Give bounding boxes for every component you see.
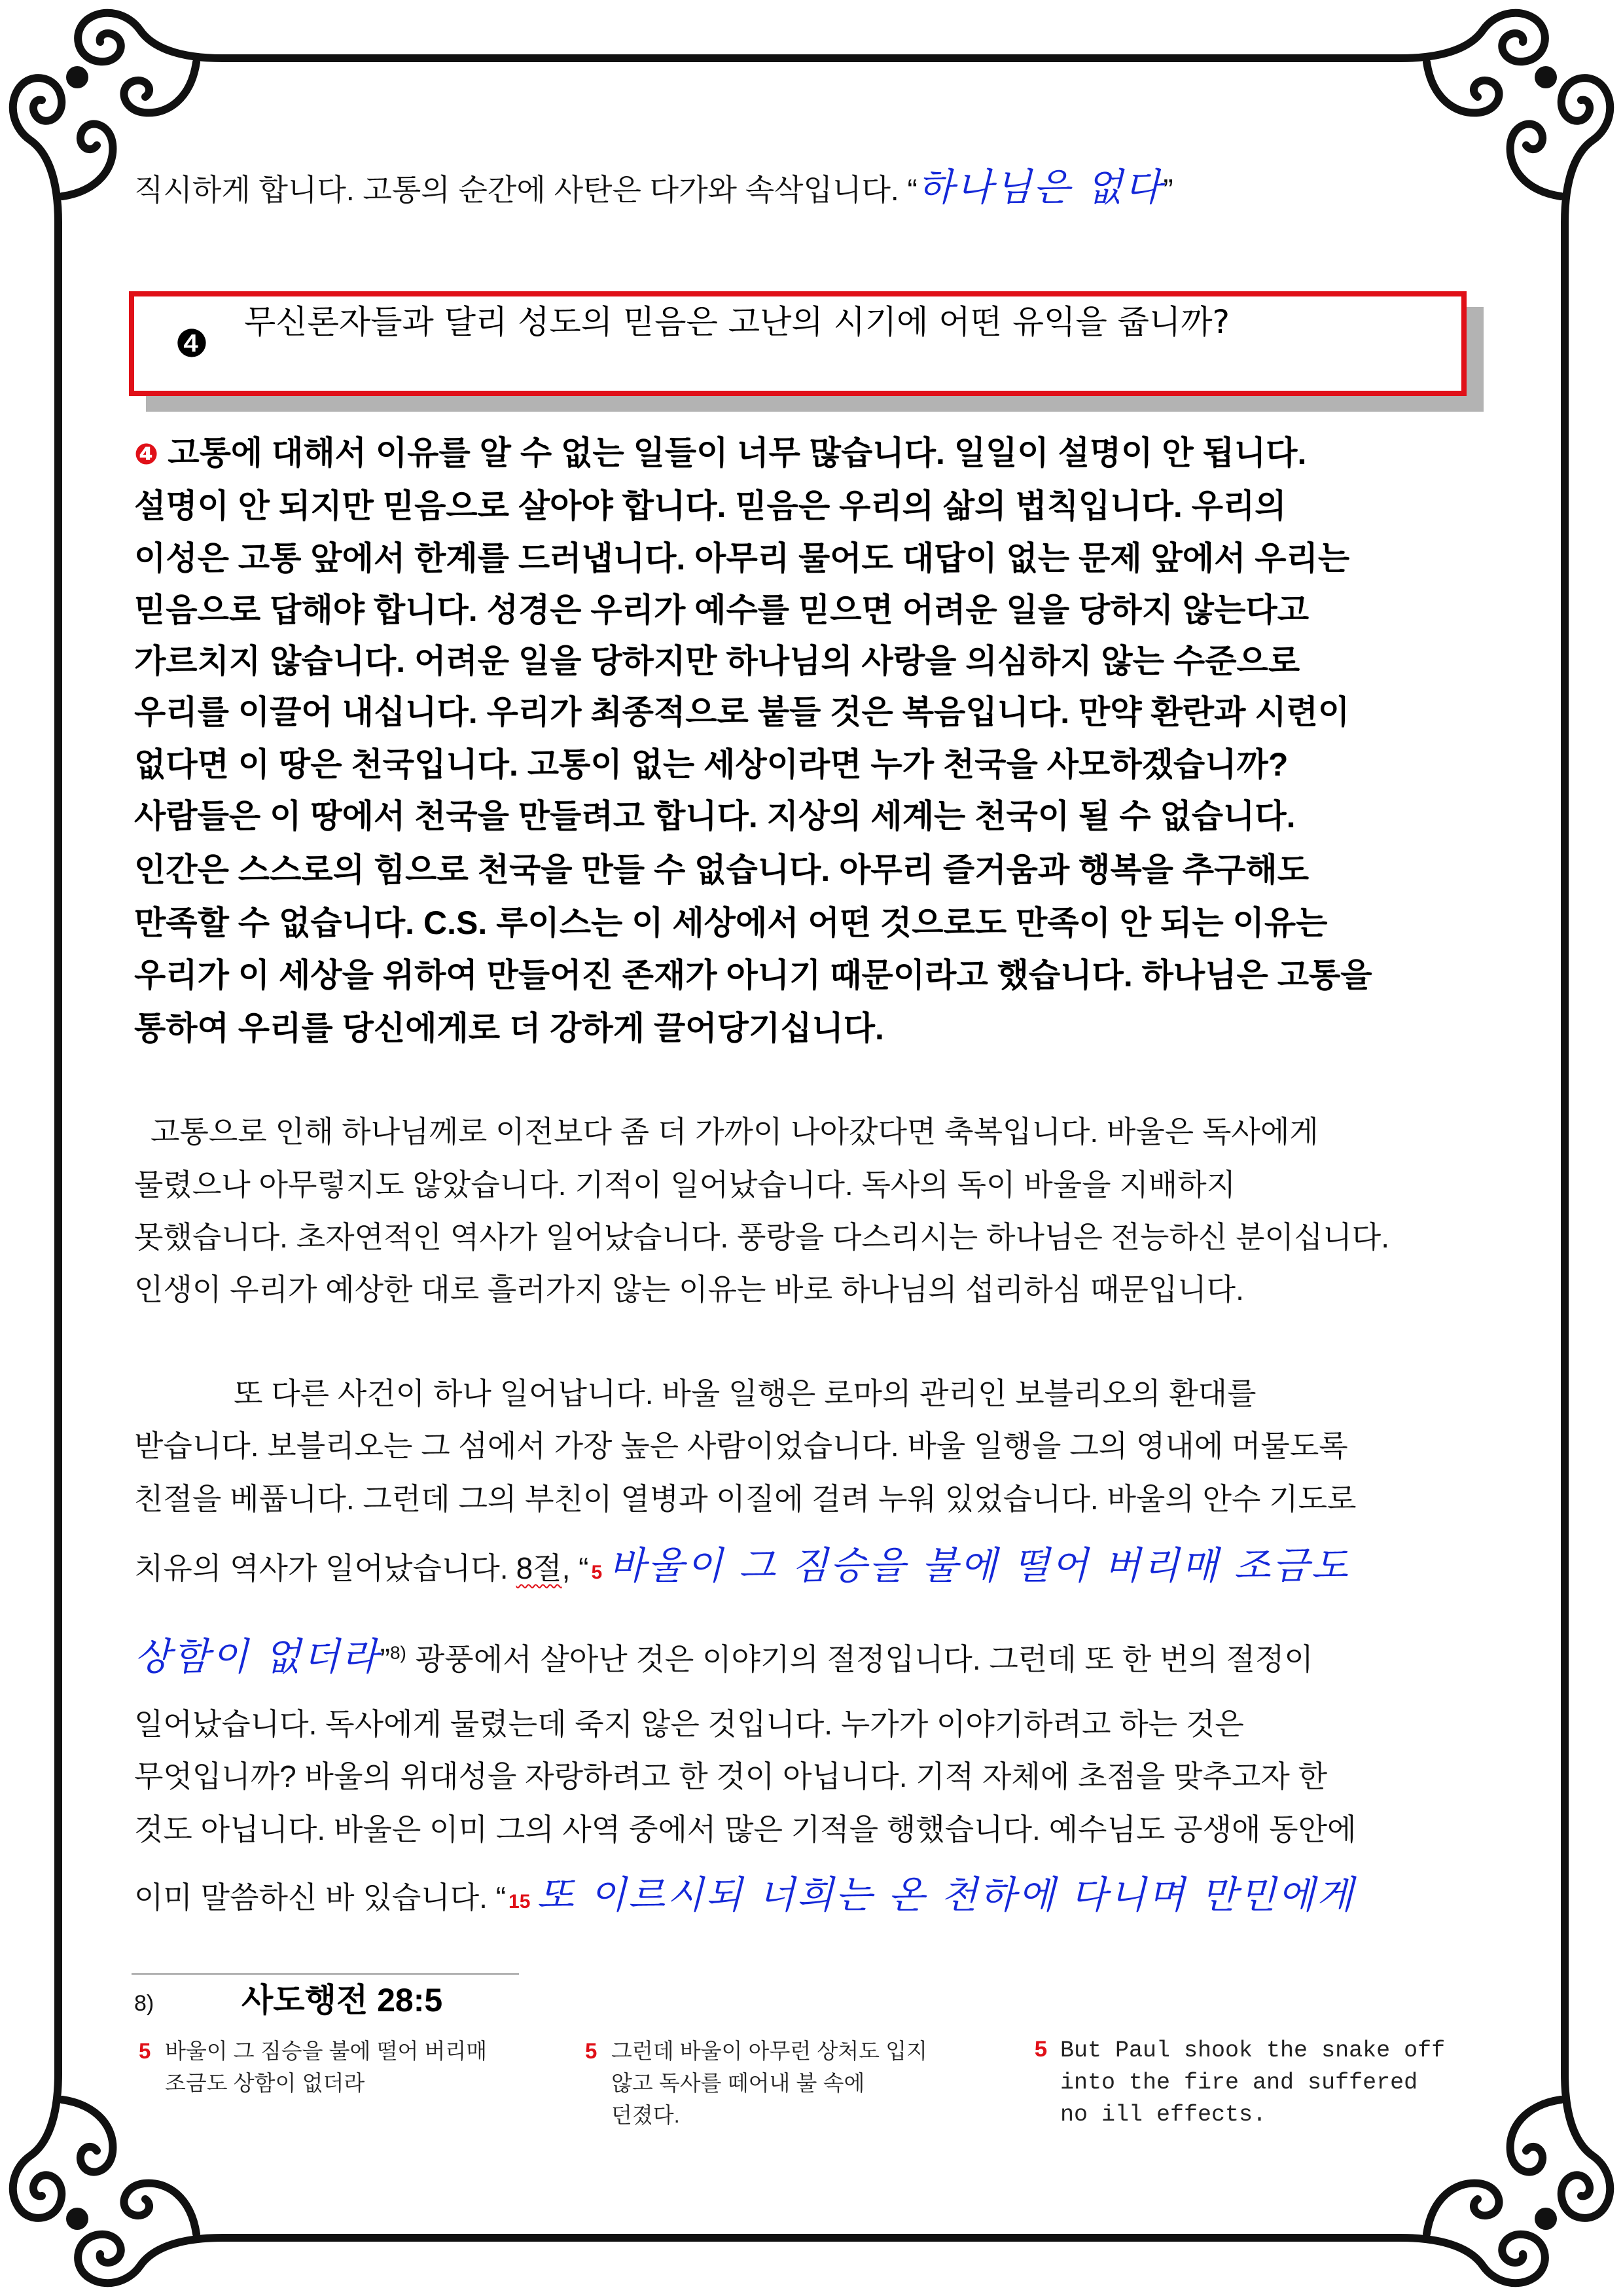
answer-line: 인간은 스스로의 힘으로 천국을 만들 수 없습니다. 아무리 즐거움과 행복을 추구해도 xyxy=(134,852,1310,888)
open-quote: , “ xyxy=(562,1551,589,1585)
footnote-title: 사도행전 28:5 xyxy=(241,1982,443,2018)
question-box xyxy=(129,291,1467,396)
answer-line-text: 고통에 대해서 이유를 알 수 없는 일들이 너무 많습니다. 일일이 설명이 안 됩니다. xyxy=(168,435,1307,471)
footnote-row: 않고 독사를 떼어내 불 속에 xyxy=(611,2071,865,2095)
body-text: 직시하게 합니다. 고통의 순간에 사탄은 다가와 속삭입니다. “ xyxy=(134,173,918,207)
body-text: 광풍에서 살아난 것은 이야기의 절정입니다. 그런데 또 한 번의 절정이 xyxy=(415,1642,1313,1676)
footnote-text: 바울이 그 짐승을 불에 떨어 버리매 xyxy=(165,2039,488,2063)
answer-line: 만족할 수 없습니다. C.S. 루이스는 이 세상에서 어떤 것으로도 만족이 안 되는 이유는 xyxy=(134,905,1328,941)
footnote-row: into the fire and suffered xyxy=(1060,2070,1418,2096)
footnote-column-english xyxy=(1034,2035,1445,2131)
body-text: 이미 말씀하신 바 있습니다. “ xyxy=(134,1880,507,1914)
corner-ornament-bottom-left xyxy=(13,2073,223,2283)
footnote-row xyxy=(139,2035,487,2067)
body-line: 친절을 베풉니다. 그런데 그의 부친이 열병과 이질에 걸려 누워 있었습니다. 바울의 안수 기도로 xyxy=(134,1482,1357,1516)
body-line-continuation xyxy=(134,154,1173,220)
verse-number: 5 xyxy=(585,2039,597,2063)
question-text: 무신론자들과 달리 성도의 믿음은 고난의 시기에 어떤 유익을 줍니까? xyxy=(244,303,1230,341)
footnote-column-korean-2 xyxy=(585,2035,927,2131)
footnote-reference: 8) xyxy=(389,1642,406,1663)
footnote-row xyxy=(585,2035,927,2067)
body-line-with-verse xyxy=(134,1862,1355,1928)
handwritten-verse: 바울이 그 짐승을 불에 떨어 버리매 조금도 xyxy=(609,1543,1350,1588)
body-line: 고통으로 인해 하나님께로 이전보다 좀 더 가까이 나아갔다면 축복입니다. 바울은 독사에게 xyxy=(151,1115,1319,1149)
answer-number-icon: ❹ xyxy=(134,438,159,471)
footnote-column-korean-1 xyxy=(139,2035,487,2099)
footnote-text: But Paul shook the snake off xyxy=(1060,2037,1446,2064)
answer-line: 가르치지 않습니다. 어려운 일을 당하지만 하나님의 사랑을 의심하지 않는 수준으로 xyxy=(134,643,1300,679)
footnote-separator xyxy=(132,1973,519,1975)
verse-number: 5 xyxy=(139,2039,151,2063)
close-quote: ” xyxy=(380,1642,390,1676)
body-line: 인생이 우리가 예상한 대로 흘러가지 않는 이유는 바로 하나님의 섭리하심 때문입니다. xyxy=(134,1272,1244,1306)
verse-number: 5 xyxy=(1034,2037,1048,2064)
body-line: 물렸으나 아무렇지도 않았습니다. 기적이 일어났습니다. 독사의 독이 바울을 지배하지 xyxy=(134,1168,1236,1202)
body-line: 못했습니다. 초자연적인 역사가 일어났습니다. 풍랑을 다스리시는 하나님은 전능하신 분이십니다. xyxy=(134,1220,1390,1254)
answer-line: 믿음으로 답해야 합니다. 성경은 우리가 예수를 믿으면 어려운 일을 당하지 않는다고 xyxy=(134,592,1310,628)
close-quote: ” xyxy=(1163,173,1173,207)
footnote-number: 8) xyxy=(134,1991,154,2016)
answer-line: 우리를 이끌어 내십니다. 우리가 최종적으로 붙들 것은 복음입니다. 만약 환란과 시련이 xyxy=(134,694,1350,730)
corner-ornament-top-right xyxy=(1400,13,1610,223)
question-number-icon: ❹ xyxy=(175,321,209,366)
body-line-with-verse xyxy=(134,1533,1349,1598)
footnote-row: no ill effects. xyxy=(1060,2102,1267,2128)
answer-line: 설명이 안 되지만 믿음으로 살아야 합니다. 믿음은 우리의 삶의 법칙입니다. 우리의 xyxy=(134,488,1287,524)
answer-line: 없다면 이 땅은 천국입니다. 고통이 없는 세상이라면 누가 천국을 사모하겠습니까? xyxy=(134,746,1289,783)
answer-line: 우리가 이 세상을 위하여 만들어진 존재가 아니기 때문이라고 했습니다. 하나님은 고통을 xyxy=(134,957,1372,994)
answer-line xyxy=(134,427,1306,479)
body-line: 받습니다. 보블리오는 그 섬에서 가장 높은 사람이었습니다. 바울 일행을 그의 영내에 머물도록 xyxy=(134,1429,1348,1463)
footnote-row: 던졌다. xyxy=(611,2103,680,2127)
verse-number: 5 xyxy=(591,1562,603,1583)
footnote-row: 조금도 상함이 없더라 xyxy=(165,2071,365,2095)
body-line: 일어났습니다. 독사에게 물렸는데 죽지 않은 것입니다. 누가가 이야기하려고 하는 것은 xyxy=(134,1707,1244,1741)
handwritten-verse: 또 이르시되 너희는 온 천하에 다니며 만민에게 xyxy=(537,1873,1355,1917)
footnote-row xyxy=(1034,2035,1445,2067)
handwritten-quote: 하나님은 없다 xyxy=(917,165,1164,209)
answer-line: 사람들은 이 땅에서 천국을 만들려고 합니다. 지상의 세계는 천국이 될 수 없습니다. xyxy=(134,798,1296,834)
verse-number: 15 xyxy=(508,1891,531,1912)
answer-line: 이성은 고통 앞에서 한계를 드러냅니다. 아무리 물어도 대답이 없는 문제 앞에서 우리는 xyxy=(134,540,1350,577)
handwritten-verse: 상함이 없더라 xyxy=(134,1634,380,1679)
body-line: 무엇입니까? 바울의 위대성을 자랑하려고 한 것이 아닙니다. 기적 자체에 초점을 맞추고자 한 xyxy=(134,1759,1328,1793)
body-line: 또 다른 사건이 하나 일어납니다. 바울 일행은 로마의 관리인 보블리오의 환대를 xyxy=(234,1376,1257,1410)
body-text: 치유의 역사가 일어났습니다. xyxy=(134,1551,508,1585)
footnote-text: 그런데 바울이 아무런 상처도 입지 xyxy=(611,2039,927,2063)
answer-line: 통하여 우리를 당신에게로 더 강하게 끌어당기십니다. xyxy=(134,1010,884,1047)
body-line: 것도 아닙니다. 바울은 이미 그의 사역 중에서 많은 기적을 행했습니다. 예수님도 공생애 동안에 xyxy=(134,1812,1357,1846)
verse-reference: 8절 xyxy=(516,1551,562,1585)
body-line-with-verse xyxy=(134,1624,1313,1689)
